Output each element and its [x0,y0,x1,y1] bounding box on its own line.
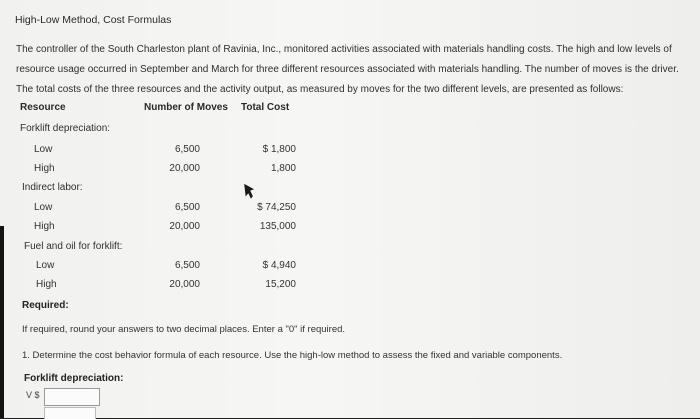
row-level: Low [34,144,53,155]
row-moves: 20,000 [169,221,200,232]
problem-description: The controller of the South Charleston plant of Ravinia, Inc., monitored activities associated with materials handling costs. The high and low levels of resource usage occurred in September and March for three different resources associated with materials handling. The number of moves is the driver. The total costs of the three resources and the activity output, as measured by moves for the two different levels, are presented as follows: [16,44,679,95]
next-answer-input[interactable] [44,407,96,419]
row-level: High [34,163,55,174]
row-cost: 1,800 [270,163,296,174]
row-level: High [34,221,55,232]
row-level: High [36,279,57,290]
question-1: 1. Determine the cost behavior formula of each resource. Use the high-low method to assess the fixed and variable components. [22,350,563,361]
row-moves: 6,500 [174,202,200,213]
page-title: High-Low Method, Cost Formulas [15,14,172,26]
variable-label: V $ [26,390,40,400]
group-forklift-depreciation: Forklift depreciation: [20,123,111,134]
answer-heading-forklift: Forklift depreciation: [24,373,124,384]
header-cost: Total Cost [241,102,290,113]
header-resource: Resource [20,102,66,113]
group-fuel-and-oil: Fuel and oil for forklift: [24,241,123,252]
required-heading: Required: [22,300,69,311]
mouse-pointer-icon [241,182,255,200]
row-cost: $ 1,800 [262,144,296,155]
row-cost: $ 4,940 [262,260,296,271]
header-moves: Number of Moves [144,102,228,113]
row-moves: 6,500 [174,144,200,155]
rounding-note: If required, round your answers to two decimal places. Enter a "0" if required. [22,324,346,335]
group-indirect-labor: Indirect labor: [22,182,83,193]
row-moves: 6,500 [174,260,200,271]
left-edge-shadow [0,226,4,418]
variable-cost-input[interactable] [44,388,100,406]
row-cost: 135,000 [259,221,296,232]
row-level: Low [34,202,53,213]
row-cost: 15,200 [265,279,296,290]
row-cost: $ 74,250 [257,202,296,213]
row-moves: 20,000 [169,279,200,290]
row-moves: 20,000 [169,163,200,174]
row-level: Low [36,260,55,271]
